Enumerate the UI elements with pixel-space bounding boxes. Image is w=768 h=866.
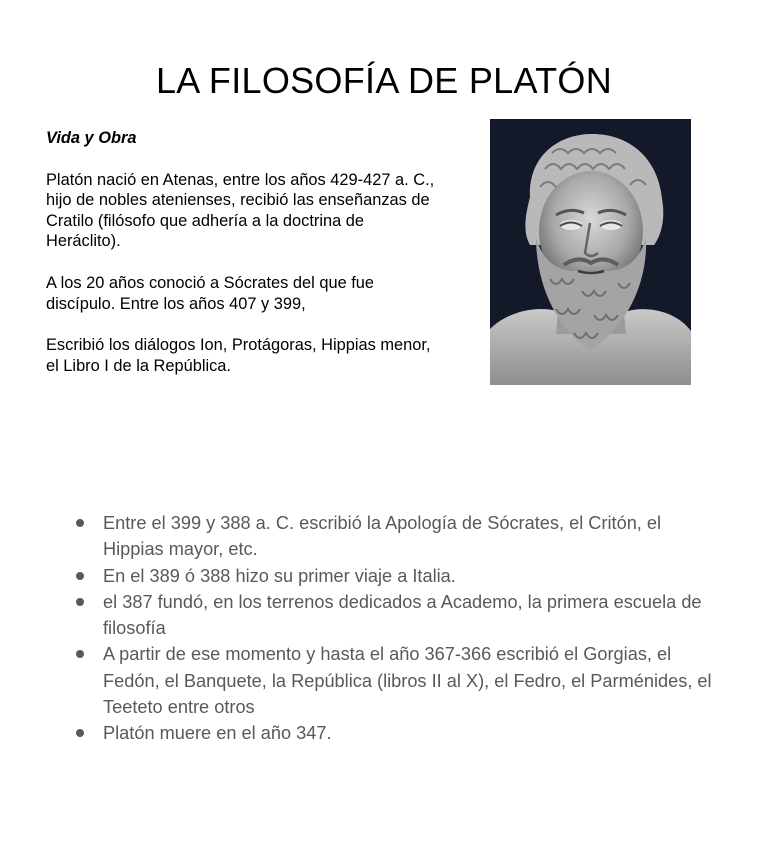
section-heading: Vida y Obra [46, 129, 137, 147]
list-item-text: Platón muere en el año 347. [103, 723, 332, 744]
plato-bust-icon [490, 119, 691, 385]
bullet-dot-icon [76, 598, 84, 606]
bullet-dot-icon [76, 519, 84, 527]
page-title: LA FILOSOFÍA DE PLATÓN [155, 60, 613, 102]
intro-paragraph-1: Platón nació en Atenas, entre los años 429-427 a. C., hijo de nobles atenienses, recibió las enseñanzas de Cratilo (filósofo que adhería a la doctrina de Heráclito). [46, 170, 435, 251]
list-item-text: Entre el 399 y 388 a. C. escribió la Apología de Sócrates, el Critón, el Hippias mayor, etc. [103, 513, 662, 560]
list-item [76, 589, 716, 642]
intro-section [46, 128, 438, 376]
timeline-list [76, 510, 716, 747]
list-item [76, 510, 716, 563]
intro-paragraph-3: Escribió los diálogos Ion, Protágoras, Hippias menor, el Libro I de la República. [46, 336, 431, 375]
bullet-dot-icon [76, 729, 84, 737]
list-item [76, 720, 716, 746]
bullet-dot-icon [76, 572, 84, 580]
list-item [76, 563, 716, 589]
list-item-text: A partir de ese momento y hasta el año 367-366 escribió el Gorgias, el Fedón, el Banquete, la República (libros II al X), el Fedro, el Parménides, el Teeteto entre otros [103, 644, 712, 718]
list-item [76, 641, 716, 720]
intro-paragraph-2: A los 20 años conoció a Sócrates del que fue discípulo. Entre los años 407 y 399, [46, 273, 375, 313]
bullet-dot-icon [76, 650, 84, 658]
list-item-text: En el 389 ó 388 hizo su primer viaje a Italia. [103, 565, 456, 586]
plato-bust-illustration [490, 119, 691, 385]
list-item-text: el 387 fundó, en los terrenos dedicados a Academo, la primera escuela de filosofía [103, 591, 702, 639]
